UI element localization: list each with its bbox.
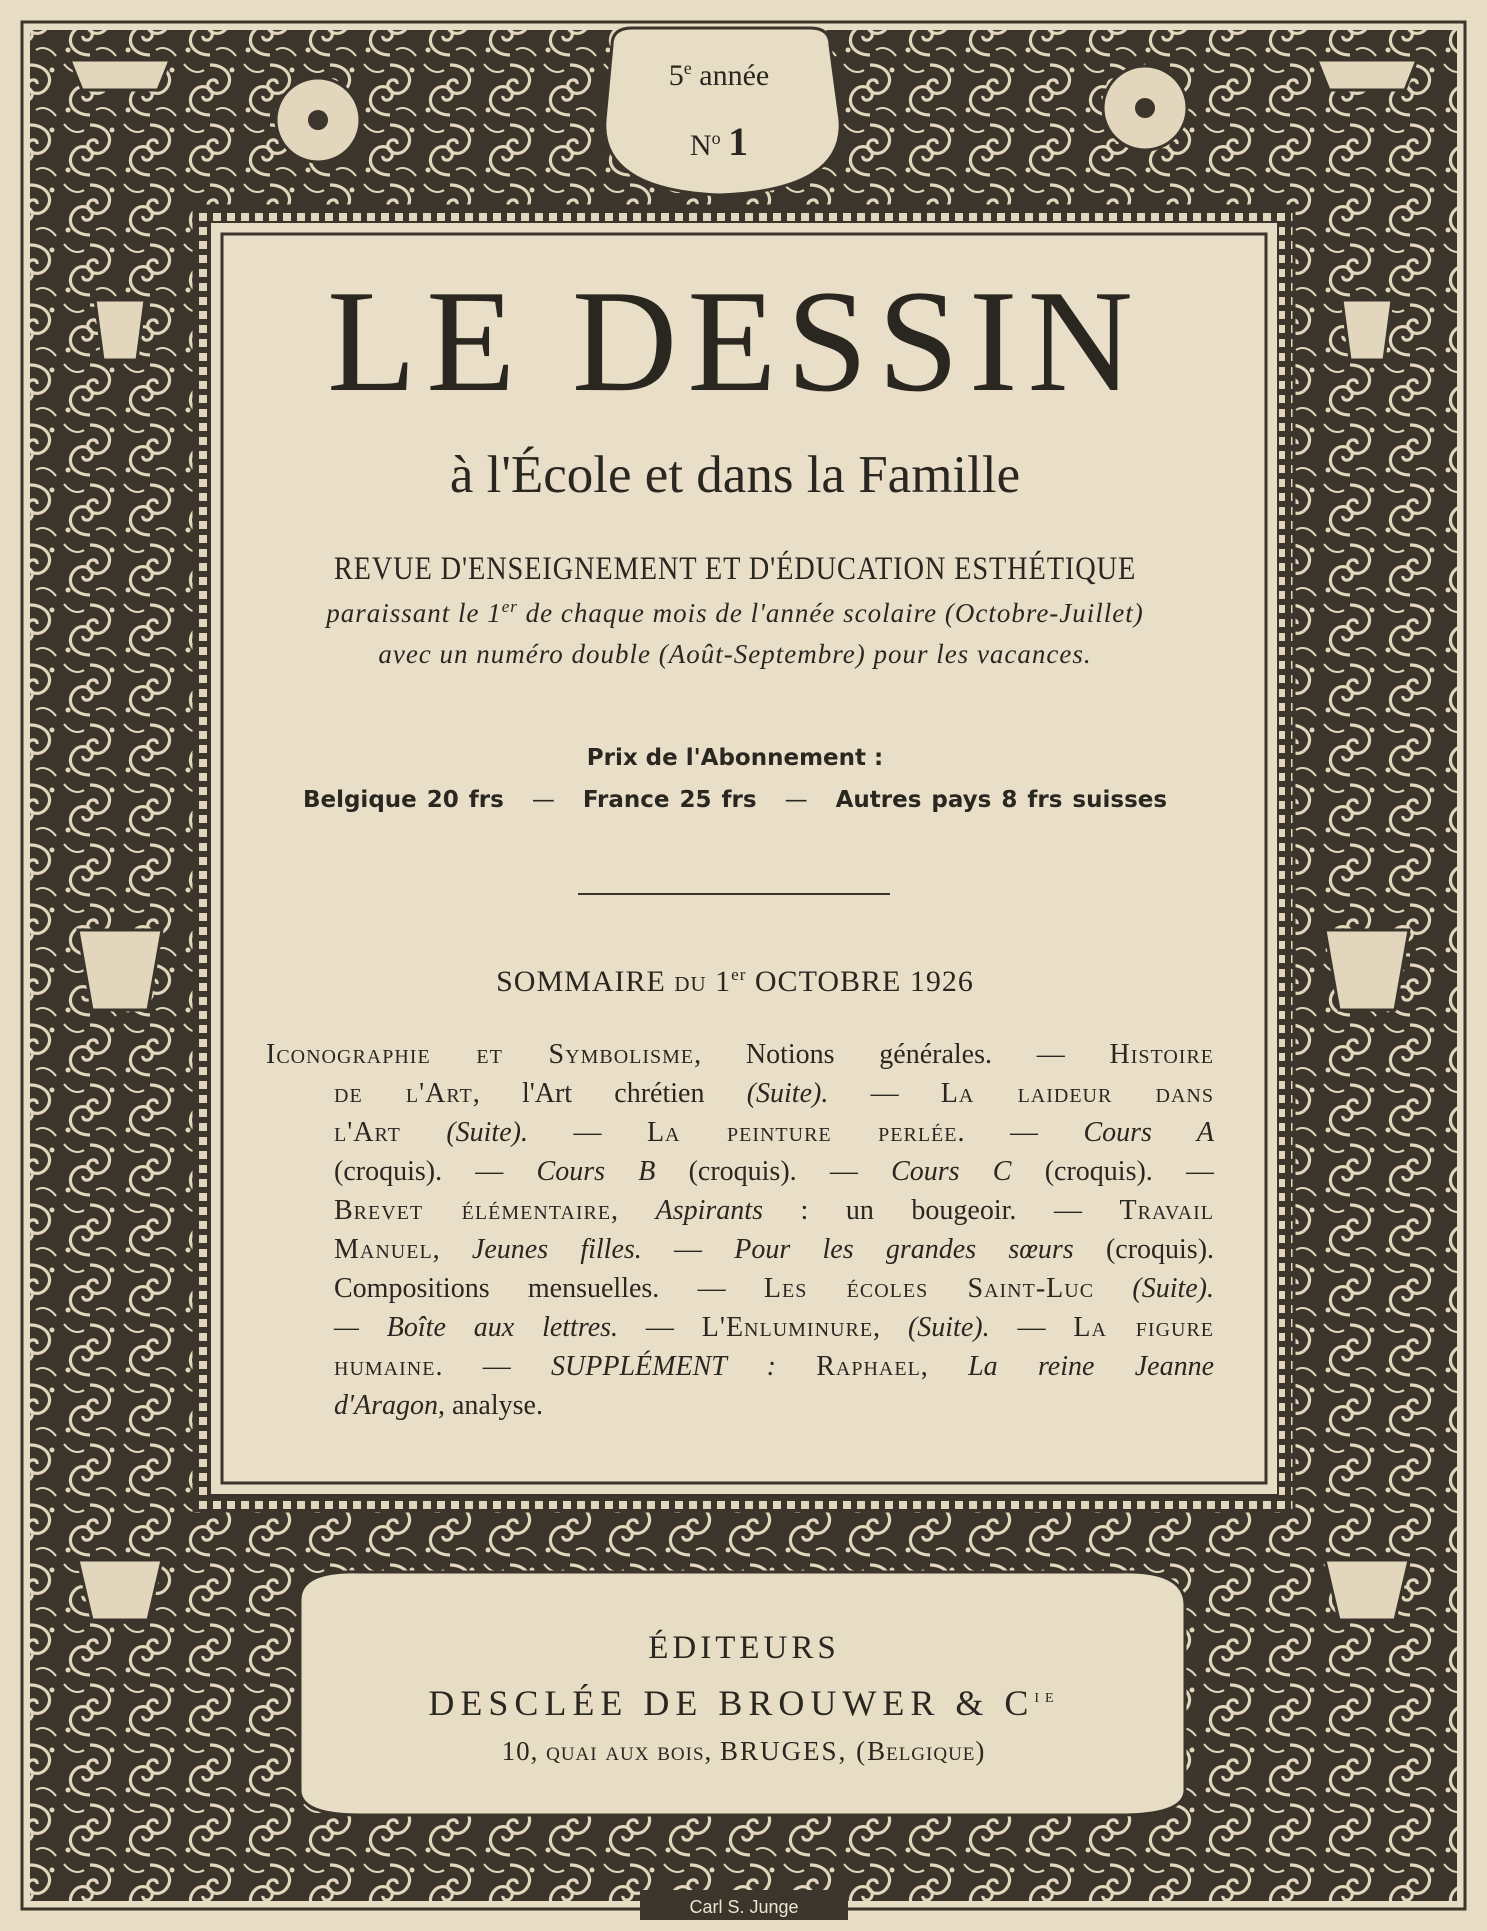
sommaire-heading	[240, 965, 1230, 999]
issue-number-badge	[617, 118, 821, 165]
toc-text: —	[618, 1312, 702, 1343]
publisher-address-close: )	[975, 1736, 987, 1766]
year-number: 5	[668, 59, 684, 92]
periodicity-1b: de chaque mois de l'année scolaire (Octobre-Juillet)	[517, 598, 1144, 628]
periodicity-line-1	[240, 597, 1230, 629]
price-title: Prix de l'Abonnement :	[586, 745, 884, 771]
toc-text: ,	[873, 1312, 908, 1343]
publisher-address-country: Belgique	[867, 1736, 976, 1766]
toc-line	[334, 1308, 1214, 1347]
magazine-title: LE DESSIN	[327, 260, 1143, 422]
publisher-address	[330, 1736, 1158, 1767]
engraver-signature: Carl S. Junge	[689, 1897, 799, 1917]
toc-peinture: La peinture perlée	[646, 1117, 958, 1148]
toc-text: (croquis). —	[655, 1156, 892, 1187]
toc-cours-c: Cours C	[891, 1156, 1012, 1187]
table-of-contents	[266, 1035, 1214, 1425]
publisher-name-text: DESCLÉE DE BROUWER & C	[428, 1683, 1035, 1723]
toc-text: —	[828, 1078, 941, 1109]
toc-text: . —	[435, 1351, 552, 1382]
toc-aragon: d'Aragon	[334, 1390, 438, 1421]
toc-reine-jeanne: La reine Jeanne	[968, 1351, 1215, 1382]
sommaire-day-suffix: er	[731, 965, 747, 984]
toc-saint-luc: Les écoles Saint-Luc	[763, 1273, 1095, 1304]
toc-text: , analyse.	[438, 1390, 543, 1421]
toc-text: Compositions mensuelles. —	[334, 1273, 764, 1304]
toc-text: —	[989, 1312, 1074, 1343]
toc-figure: La figure	[1073, 1312, 1215, 1343]
toc-text: —	[641, 1234, 735, 1265]
toc-de-lart: de l'Art	[334, 1078, 473, 1109]
toc-grandes-soeurs: Pour les grandes sœurs	[734, 1234, 1074, 1265]
toc-text: (croquis).	[1073, 1234, 1215, 1265]
toc-line	[334, 1152, 1214, 1191]
toc-line	[334, 1230, 1214, 1269]
publisher-name-suffix: ie	[1034, 1685, 1060, 1707]
toc-text: —	[527, 1117, 647, 1148]
toc-brevet: Brevet élémentaire	[334, 1195, 612, 1226]
toc-line	[266, 1035, 1214, 1074]
toc-boite-aux-lettres: — Boîte aux lettres.	[334, 1312, 619, 1343]
price-row	[240, 787, 1230, 813]
sommaire-date: OCTOBRE 1926	[754, 965, 974, 998]
toc-text: ,	[920, 1351, 969, 1382]
toc-text: (Suite).	[400, 1117, 528, 1148]
toc-text: : un bougeoir. —	[762, 1195, 1120, 1226]
toc-aspirants: Aspirants	[655, 1195, 763, 1226]
toc-text: ,	[611, 1195, 656, 1226]
toc-text: (croquis). —	[334, 1156, 537, 1187]
toc-text: (croquis). —	[1011, 1156, 1215, 1187]
issue-number-value: 1	[728, 119, 749, 164]
sommaire-day: 1	[715, 965, 732, 998]
toc-jeunes-filles: Jeunes filles.	[471, 1234, 642, 1265]
toc-cours-b: Cours B	[536, 1156, 656, 1187]
toc-lart: l'Art	[334, 1117, 401, 1148]
toc-line	[334, 1386, 1214, 1425]
year-badge	[617, 58, 821, 93]
toc-text: (Suite).	[1094, 1273, 1214, 1304]
issue-number-suffix: o	[711, 128, 721, 148]
toc-text: ,	[432, 1234, 472, 1265]
periodicity-1a: paraissant le 1	[326, 598, 502, 628]
publisher-label: ÉDITEURS	[648, 1630, 840, 1666]
toc-text: , Notions générales. —	[694, 1039, 1110, 1070]
toc-text: . —	[957, 1117, 1084, 1148]
toc-enluminure: L'Enluminure	[701, 1312, 874, 1343]
year-word: année	[699, 59, 770, 92]
toc-cours-a: Cours A	[1083, 1117, 1215, 1148]
price-belgique: Belgique 20 frs	[302, 787, 504, 813]
toc-raphael: Raphael	[816, 1351, 921, 1382]
price-france: France 25 frs	[582, 787, 757, 813]
year-suffix: e	[683, 58, 692, 78]
price-separator: —	[784, 787, 808, 813]
toc-travail: Travail	[1119, 1195, 1215, 1226]
sommaire-word: SOMMAIRE	[496, 965, 666, 998]
publisher-address-city: BRUGES	[720, 1736, 839, 1766]
toc-histoire: Histoire	[1109, 1039, 1215, 1070]
toc-humaine: humaine	[334, 1351, 436, 1382]
toc-supplement: SUPPLÉMENT :	[551, 1351, 776, 1382]
horizontal-rule	[578, 893, 890, 895]
magazine-tagline: REVUE D'ENSEIGNEMENT ET D'ÉDUCATION ESTHÉTIQUE	[333, 551, 1137, 587]
toc-text	[776, 1351, 816, 1382]
toc-text: , l'Art chrétien	[472, 1078, 747, 1109]
publisher-address-sep: , (	[838, 1736, 868, 1766]
toc-iconographie: Iconographie et Symbolisme	[266, 1039, 695, 1070]
issue-number-label: N	[689, 129, 712, 162]
toc-text: (Suite).	[907, 1312, 990, 1343]
magazine-subtitle: à l'École et dans la Famille	[449, 446, 1021, 504]
toc-line	[334, 1347, 1214, 1386]
publisher-address-street: 10, quai aux bois,	[501, 1736, 721, 1766]
toc-line	[334, 1113, 1214, 1152]
toc-line	[334, 1269, 1214, 1308]
periodicity-line-2: avec un numéro double (Août-Septembre) pour les vacances.	[378, 639, 1092, 669]
periodicity-1-sup: er	[501, 597, 518, 616]
publisher-name	[330, 1682, 1158, 1724]
toc-text: (Suite).	[746, 1078, 829, 1109]
price-separator: —	[531, 787, 555, 813]
toc-manuel: Manuel	[334, 1234, 433, 1265]
toc-laideur: La laideur dans	[940, 1078, 1215, 1109]
price-autres: Autres pays 8 frs suisses	[835, 787, 1168, 813]
toc-line	[334, 1074, 1214, 1113]
toc-line	[334, 1191, 1214, 1230]
sommaire-du: du	[674, 965, 707, 998]
